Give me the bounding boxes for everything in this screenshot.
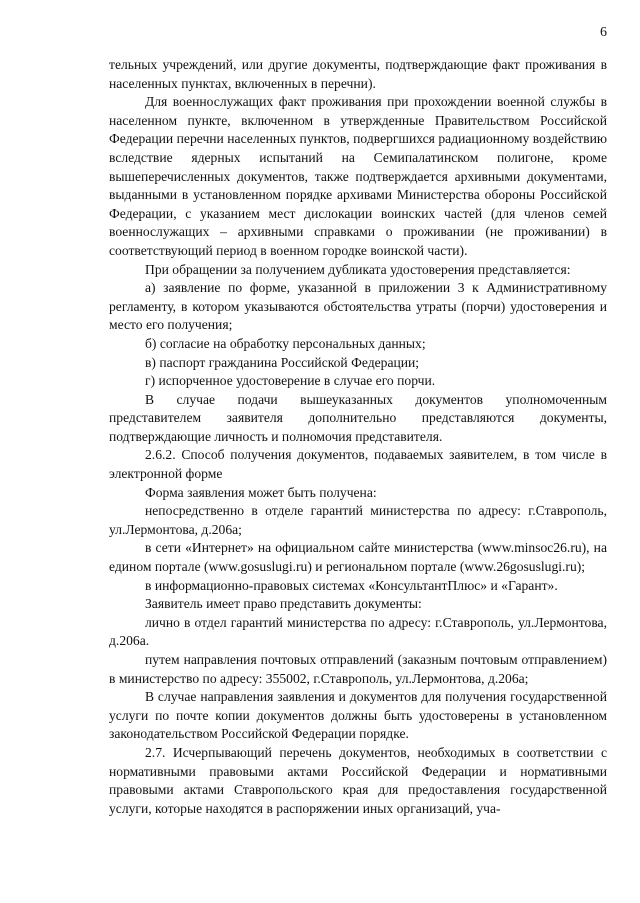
section-heading-2-6-2: 2.6.2. Способ получения документов, подаваемых заявителем, в том числе в электронной форме <box>109 447 607 482</box>
list-item-g: г) испорченное удостоверение в случае его порчи. <box>145 373 436 389</box>
paragraph-representative: В случае подачи вышеуказанных документов уполномоченным представителем заявителя дополнительно представляются документы, подтверждающие личность и полномочия представителя. <box>109 391 607 444</box>
paragraph-form-obtain: Форма заявления может быть получена: <box>145 484 377 500</box>
paragraph-military: Для военнослужащих факт проживания при прохождении военной службы в населенном пункте, включенном в утвержденные Правительством Российской Федерации перечни населенных пунктов, подвергшихся радиационному воздействию вследствие ядерных испытаний на Семипалатинском полигоне, кроме вышеперечисленных документов, также подтверждается архивными документами, выданными в установленном порядке архивами Министерства обороны Российской Федерации, с указанием мест дислокации воинских частей (для членов семей военнослужащих – архивными справками о проживании (не проживании) в соответствующий период в военном городке воинской части). <box>109 94 607 258</box>
list-item-in-person: лично в отдел гарантий министерства по адресу: г.Ставрополь, ул.Лермонтова, д.206а. <box>109 614 607 649</box>
section-heading-2-7: 2.7. Исчерпывающий перечень документов, необходимых в соответствии с нормативными правовыми актами Российской Федерации и нормативными правовыми актами Ставропольского края для предоставления государственной услуги, которые находятся в распоряжении иных организаций, уча- <box>109 744 607 816</box>
list-item-a: а) заявление по форме, указанной в приложении 3 к Административному регламенту, в котором указываются обстоятельства утраты (порчи) удостоверения и место его получения; <box>109 280 607 333</box>
list-item-v: в) паспорт гражданина Российской Федерации; <box>145 354 420 370</box>
list-item-by-mail: путем направления почтовых отправлений (заказным почтовым отправлением) в министерство по адресу: 355002, г.Ставрополь, ул.Лермонтова, д.206а; <box>109 652 607 686</box>
list-item-legal-systems: в информационно-правовых системах «КонсультантПлюс» и «Гарант». <box>145 577 558 593</box>
paragraph-continuation: тельных учреждений, или другие документы, подтверждающие факт проживания в населенных пунктах, включенных в перечни). <box>109 57 607 91</box>
list-item-b: б) согласие на обработку персональных данных; <box>145 335 426 351</box>
paragraph-mail-copies: В случае направления заявления и документов для получения государственной услуги по почте копии документов должны быть удостоверены в установленном законодательством Российской Федерации порядке. <box>109 689 607 742</box>
list-item-directly: непосредственно в отделе гарантий министерства по адресу: г.Ставрополь, ул.Лермонтова, д.206а; <box>109 503 607 537</box>
paragraph-applicant-right: Заявитель имеет право представить документы: <box>145 596 422 612</box>
list-item-internet: в сети «Интернет» на официальном сайте министерства (www.minsoc26.ru), на едином портале (www.gosuslugi.ru) и региональном портале (www.26gosuslugi.ru); <box>109 540 607 575</box>
document-body <box>109 56 607 818</box>
page-number: 6 <box>600 25 607 40</box>
paragraph-duplicate-intro: При обращении за получением дубликата удостоверения представляется: <box>145 261 571 277</box>
